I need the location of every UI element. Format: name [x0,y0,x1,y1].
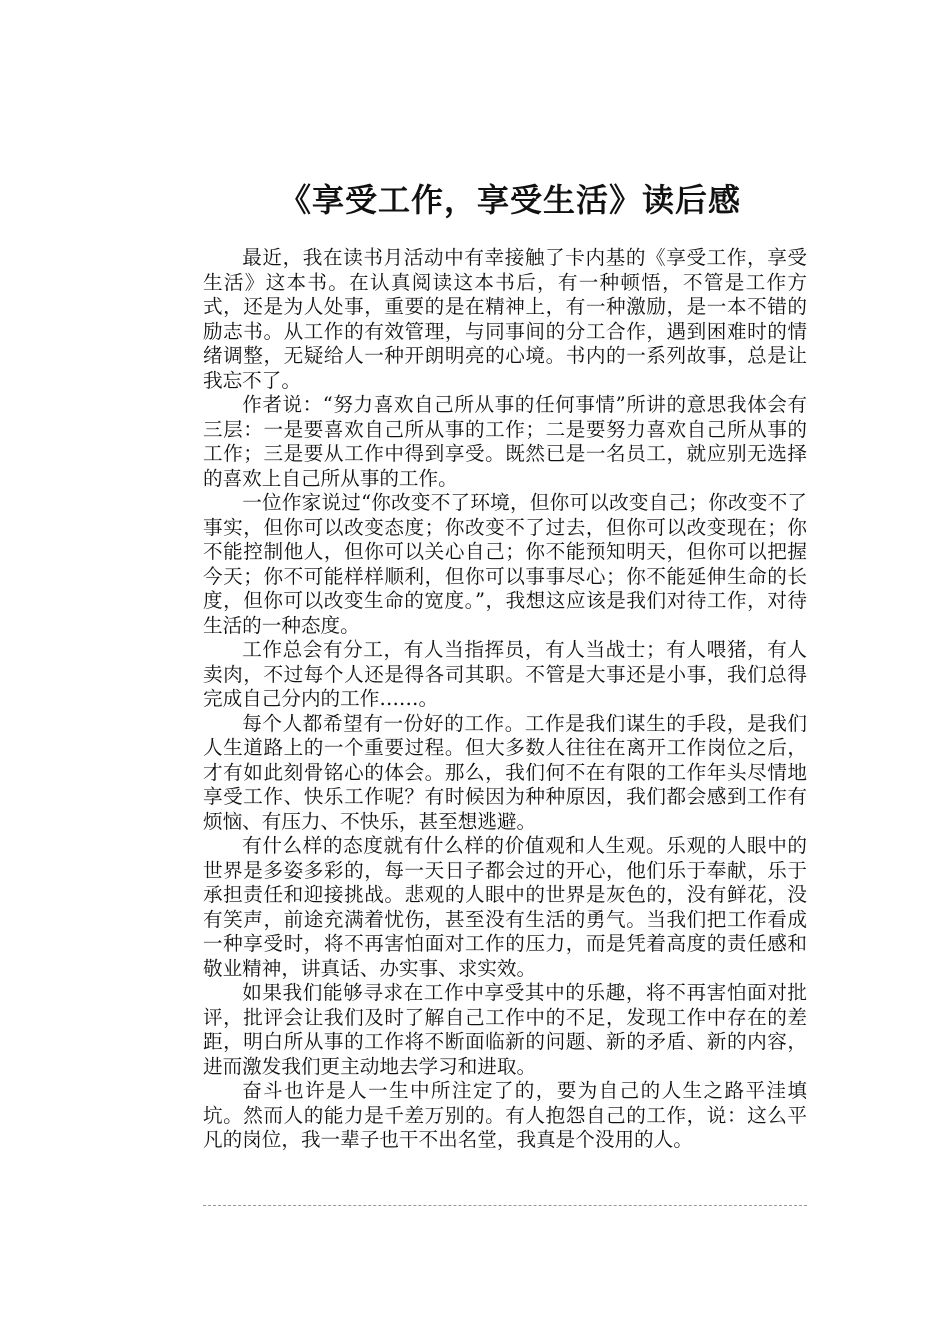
paragraph: 最近，我在读书月活动中有幸接触了卡内基的《享受工作，享受生活》这本书。在认真阅读这本书后，有一种顿悟，不管是工作方式，还是为人处事，重要的是在精神上，有一种激励，是一本不错的励志书。从工作的有效管理，与同事间的分工合作，遇到困难时的情绪调整，无疑给人一种开朗明亮的心境。书内的一系列故事，总是让我忘不了。 [203,246,807,392]
paragraph: 奋斗也许是人一生中所注定了的，要为自己的人生之路平洼填坑。然而人的能力是千差万别的。有人抱怨自己的工作，说：这么平凡的岗位，我一辈子也干不出名堂，我真是个没用的人。 [203,1079,807,1151]
paragraph: 有什么样的态度就有什么样的价值观和人生观。乐观的人眼中的世界是多姿多彩的，每一天日子都会过的开心，他们乐于奉献，乐于承担责任和迎接挑战。悲观的人眼中的世界是灰色的，没有鲜花，没有笑声，前途充满着忧伤，甚至没有生活的勇气。当我们把工作看成一种享受时，将不再害怕面对工作的压力，而是凭着高度的责任感和敬业精神，讲真话、办实事、求实效。 [203,834,807,980]
paragraph: 工作总会有分工，有人当指挥员，有人当战士；有人喂猪，有人卖肉，不过每个人还是得各司其职。不管是大事还是小事，我们总得完成自己分内的工作……。 [203,638,807,710]
document-title: 《享受工作，享受生活》读后感 [278,181,741,219]
paragraph: 如果我们能够寻求在工作中享受其中的乐趣，将不再害怕面对批评，批评会让我们及时了解自己工作中的不足，发现工作中存在的差距，明白所从事的工作将不断面临新的问题、新的矛盾、新的内容，进而激发我们更主动地去学习和进取。 [203,981,807,1078]
paragraph: 每个人都希望有一份好的工作。工作是我们谋生的手段，是我们人生道路上的一个重要过程。但大多数人往往在离开工作岗位之后，才有如此刻骨铭心的体会。那么，我们何不在有限的工作年头尽情地享受工作、快乐工作呢？有时候因为种种原因，我们都会感到工作有烦恼、有压力、不快乐，甚至想逃避。 [203,711,807,833]
paragraph: 作者说：“努力喜欢自己所从事的任何事情”所讲的意思我体会有三层：一是要喜欢自己所从事的工作；二是要努力喜欢自己所从事的工作；三是要从工作中得到享受。既然已是一名员工，就应别无选择的喜欢上自己所从事的工作。 [203,393,807,490]
footer-dashed-divider [203,1205,807,1206]
paragraph: 一位作家说过“你改变不了环境，但你可以改变自己；你改变不了事实，但你可以改变态度；你改变不了过去，但你可以改变现在；你不能控制他人，但你可以关心自己；你不能预知明天，但你可以把握今天；你不可能样样顺利，但你可以事事尽心；你不能延伸生命的长度，但你可以改变生命的宽度。”，我想这应该是我们对待工作，对待生活的一种态度。 [203,491,807,637]
document-body [203,246,807,1153]
